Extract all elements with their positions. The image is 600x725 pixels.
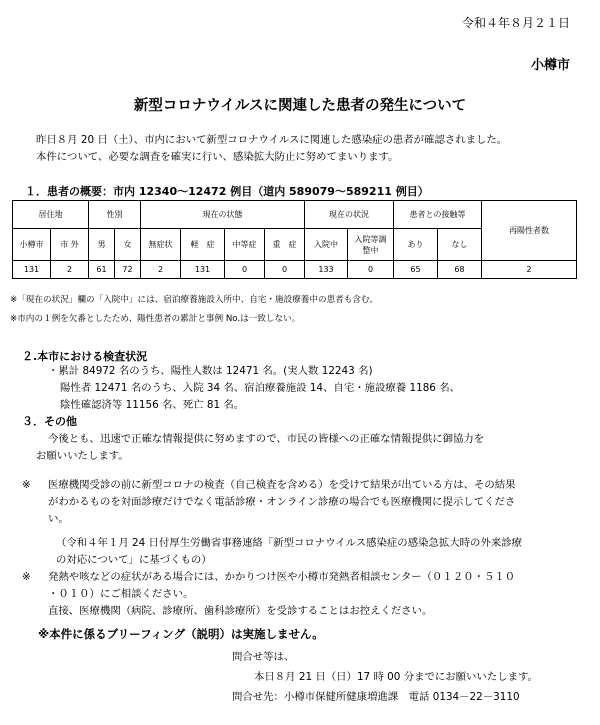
cell-contact-no: 68 — [438, 261, 482, 279]
section1-heading: １．患者の概要：市内 12340～12472 例目（道内 589079～589211 例目） — [25, 185, 429, 198]
other-paragraph — [36, 431, 484, 465]
section2-heading: ２.本市における検査状況 — [22, 350, 148, 363]
briefing-note: ※本件に係るブリーフィング（説明）は実施しません。 — [38, 627, 324, 641]
col-moderate: 中等症 — [225, 229, 265, 261]
table-note: ※「現在の状況」欄の「入院中」には、宿泊療養施設入所中、自宅・施設療養中の患者も含む。 — [10, 295, 379, 305]
notice-text: い。 — [48, 513, 69, 525]
notice-text: 直接、医療機関（病院、診療所、歯科診療所）を受診することはお控えください。 — [48, 605, 433, 617]
notice-item — [22, 477, 582, 494]
group-contact: 患者との接触等 — [394, 201, 482, 229]
notice-text: ・０１０）にご相談ください。 — [48, 588, 194, 600]
cell-asymptomatic: 2 — [141, 261, 181, 279]
cell-mild: 131 — [181, 261, 225, 279]
group-current-condition: 現在の状態 — [141, 201, 305, 229]
other-line: お願いいたします。 — [36, 450, 129, 462]
section3-heading: ３．その他 — [22, 415, 77, 428]
inquiry-contact: 問合せ先：小樽市保健所健康増進課 電話 0134－22－3110 — [232, 691, 520, 703]
table-group-header-row — [13, 201, 577, 229]
cell-city: 131 — [13, 261, 51, 279]
col-severe: 重 症 — [265, 229, 305, 261]
cell-hospitalized: 133 — [305, 261, 348, 279]
col-female: 女 — [115, 229, 141, 261]
other-line: 今後とも、迅速で正確な情報提供に努めますので、市民の皆様への正確な情報提供に御協力を — [48, 433, 485, 445]
col-city: 小樽市 — [13, 229, 51, 261]
organization-name: 小樽市 — [530, 58, 570, 73]
testing-line: ・累計 84972 名のうち、陽性人数は 12471 名。(実人数 12243 名) — [48, 365, 373, 377]
document-date: 令和４年８月２１日 — [461, 16, 570, 30]
notice-item — [22, 569, 582, 586]
notice-text: 医療機関受診の前に新型コロナの検査（自己検査を含める）を受けて結果が出ている方は、その結果 — [48, 479, 516, 491]
col-contact-yes: あり — [394, 229, 438, 261]
testing-line: 陽性者 12471 名のうち、入院 34 名、宿泊療養施設 14、自宅・施設療養 1186 名、 — [60, 382, 460, 394]
col-adjusting: 入院等調整中 — [348, 229, 394, 261]
testing-line: 陰性確認済等 11156 名、死亡 81 名。 — [60, 399, 245, 411]
notice-text: がわかるものを対面診療だけでなく電話診療・オンライン診療の場合でも医療機関に提示してくださ — [48, 496, 516, 508]
inquiry-hours: 本日８月 21 日（日）17 時 00 分までにお願いいたします。 — [254, 671, 538, 683]
col-outside: 市 外 — [51, 229, 89, 261]
cell-repositive: 2 — [482, 261, 577, 279]
notice-text: 発熱や咳などの症状がある場合には、かかりつけ医や小樽市発熱者相談センター（０１２０・５１０ — [48, 571, 516, 583]
intro-paragraph — [36, 132, 507, 166]
col-mild: 軽 症 — [181, 229, 225, 261]
notice-reference: （令和４年１月 24 日付厚生労働省事務連絡「新型コロナウイルス感染症の感染急拡大時の外来診療 — [56, 537, 522, 549]
cell-contact-yes: 65 — [394, 261, 438, 279]
notices — [22, 477, 582, 620]
intro-line: 昨日８月 20 日（土）、市内において新型コロナウイルスに関連した感染症の患者が確認されました。 — [36, 134, 508, 146]
table-row — [13, 261, 577, 279]
table-note: ※市内の１例を欠番としたため、陽性患者の累計と事例 No.は一致しない。 — [10, 314, 301, 324]
patient-summary-table — [12, 200, 577, 279]
col-hospitalized: 入院中 — [305, 229, 348, 261]
notice-mark: ※ — [22, 479, 31, 491]
col-male: 男 — [89, 229, 115, 261]
group-repositive: 再陽性者数 — [482, 201, 577, 261]
intro-line: 本件について、必要な調査を確実に行い、感染拡大防止に努めてまいります。 — [36, 151, 399, 163]
cell-male: 61 — [89, 261, 115, 279]
group-residence: 居住地 — [13, 201, 89, 229]
col-contact-no: なし — [438, 229, 482, 261]
group-current-status: 現在の状況 — [305, 201, 394, 229]
cell-severe: 0 — [265, 261, 305, 279]
document-title: 新型コロナウイルスに関連した患者の発生について — [133, 98, 467, 114]
group-sex: 性別 — [89, 201, 141, 229]
col-asymptomatic: 無症状 — [141, 229, 181, 261]
cell-moderate: 0 — [225, 261, 265, 279]
cell-outside: 2 — [51, 261, 89, 279]
notice-mark: ※ — [22, 571, 31, 583]
cell-female: 72 — [115, 261, 141, 279]
notice-reference: の対応について」に基づくもの） — [56, 554, 212, 566]
inquiry-label: 問合せ等は、 — [232, 651, 295, 663]
testing-status — [48, 363, 460, 414]
cell-adjusting: 0 — [348, 261, 394, 279]
